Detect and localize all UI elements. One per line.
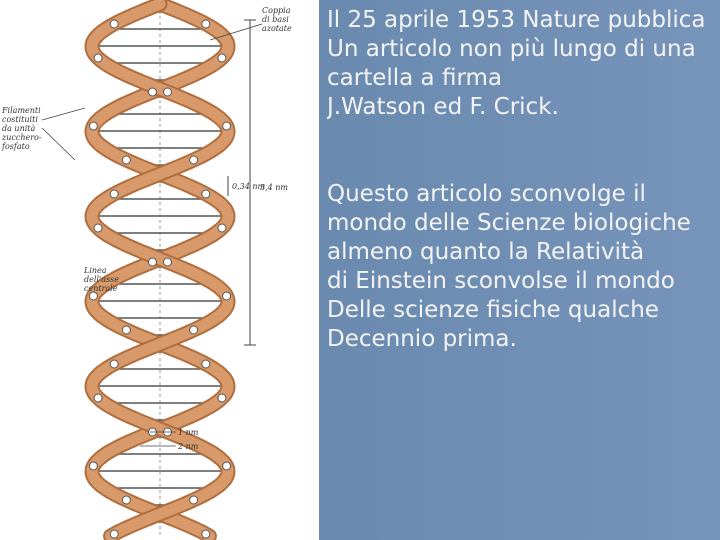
phosphate-node — [122, 326, 130, 334]
phosphate-node — [110, 20, 118, 28]
blank-line — [327, 122, 720, 151]
phosphate-node — [89, 292, 97, 300]
leader-line — [42, 108, 85, 120]
phosphate-node — [110, 360, 118, 368]
text-block — [327, 6, 720, 526]
dna-helix-drawing — [0, 0, 319, 540]
label-filaments: Filamenti costituiti da unità zucchero- fosfato — [2, 106, 42, 151]
phosphate-node — [202, 360, 210, 368]
phosphate-node — [89, 462, 97, 470]
label-axis: Linea dell'asse centrale — [84, 266, 119, 293]
phosphate-node — [202, 530, 210, 538]
leader-line — [42, 128, 75, 160]
text-line: almeno quanto la Relatività — [327, 239, 645, 265]
phosphate-node — [148, 88, 156, 96]
phosphate-node — [223, 292, 231, 300]
label-1nm: 1 nm — [178, 428, 199, 437]
phosphate-node — [110, 530, 118, 538]
label-34nm: 3,4 nm — [260, 183, 289, 192]
blank-line — [327, 151, 720, 180]
phosphate-node — [94, 54, 102, 62]
label-base-pair: Coppia di basi azotate — [262, 6, 292, 33]
text-line: Decennio prima. — [327, 326, 517, 352]
phosphate-node — [190, 496, 198, 504]
phosphate-node — [218, 394, 226, 402]
phosphate-node — [202, 190, 210, 198]
phosphate-node — [148, 258, 156, 266]
phosphate-node — [122, 496, 130, 504]
text-line: mondo delle Scienze biologiche — [327, 210, 691, 236]
phosphate-node — [164, 88, 172, 96]
phosphate-node — [110, 190, 118, 198]
text-line: Il 25 aprile 1953 Nature pubblica — [327, 7, 706, 33]
phosphate-node — [94, 224, 102, 232]
text-line: cartella a firma — [327, 65, 502, 91]
phosphate-node — [89, 122, 97, 130]
text-line: di Einstein sconvolse il mondo — [327, 268, 675, 294]
text-line: J.Watson ed F. Crick. — [327, 94, 559, 120]
phosphate-node — [190, 156, 198, 164]
phosphate-node — [190, 326, 198, 334]
phosphate-node — [164, 258, 172, 266]
phosphate-node — [223, 462, 231, 470]
phosphate-node — [218, 54, 226, 62]
phosphate-node — [202, 20, 210, 28]
phosphate-node — [218, 224, 226, 232]
phosphate-node — [223, 122, 231, 130]
text-line: Un articolo non più lungo di una — [327, 36, 696, 62]
text-line: Questo articolo sconvolge il — [327, 181, 646, 207]
label-2nm: 2 nm — [178, 442, 199, 451]
label-034nm: 0,34 nm — [232, 182, 266, 191]
phosphate-node — [122, 156, 130, 164]
dna-double-helix-figure — [0, 0, 319, 540]
phosphate-node — [94, 394, 102, 402]
text-line: Delle scienze fisiche qualche — [327, 297, 659, 323]
